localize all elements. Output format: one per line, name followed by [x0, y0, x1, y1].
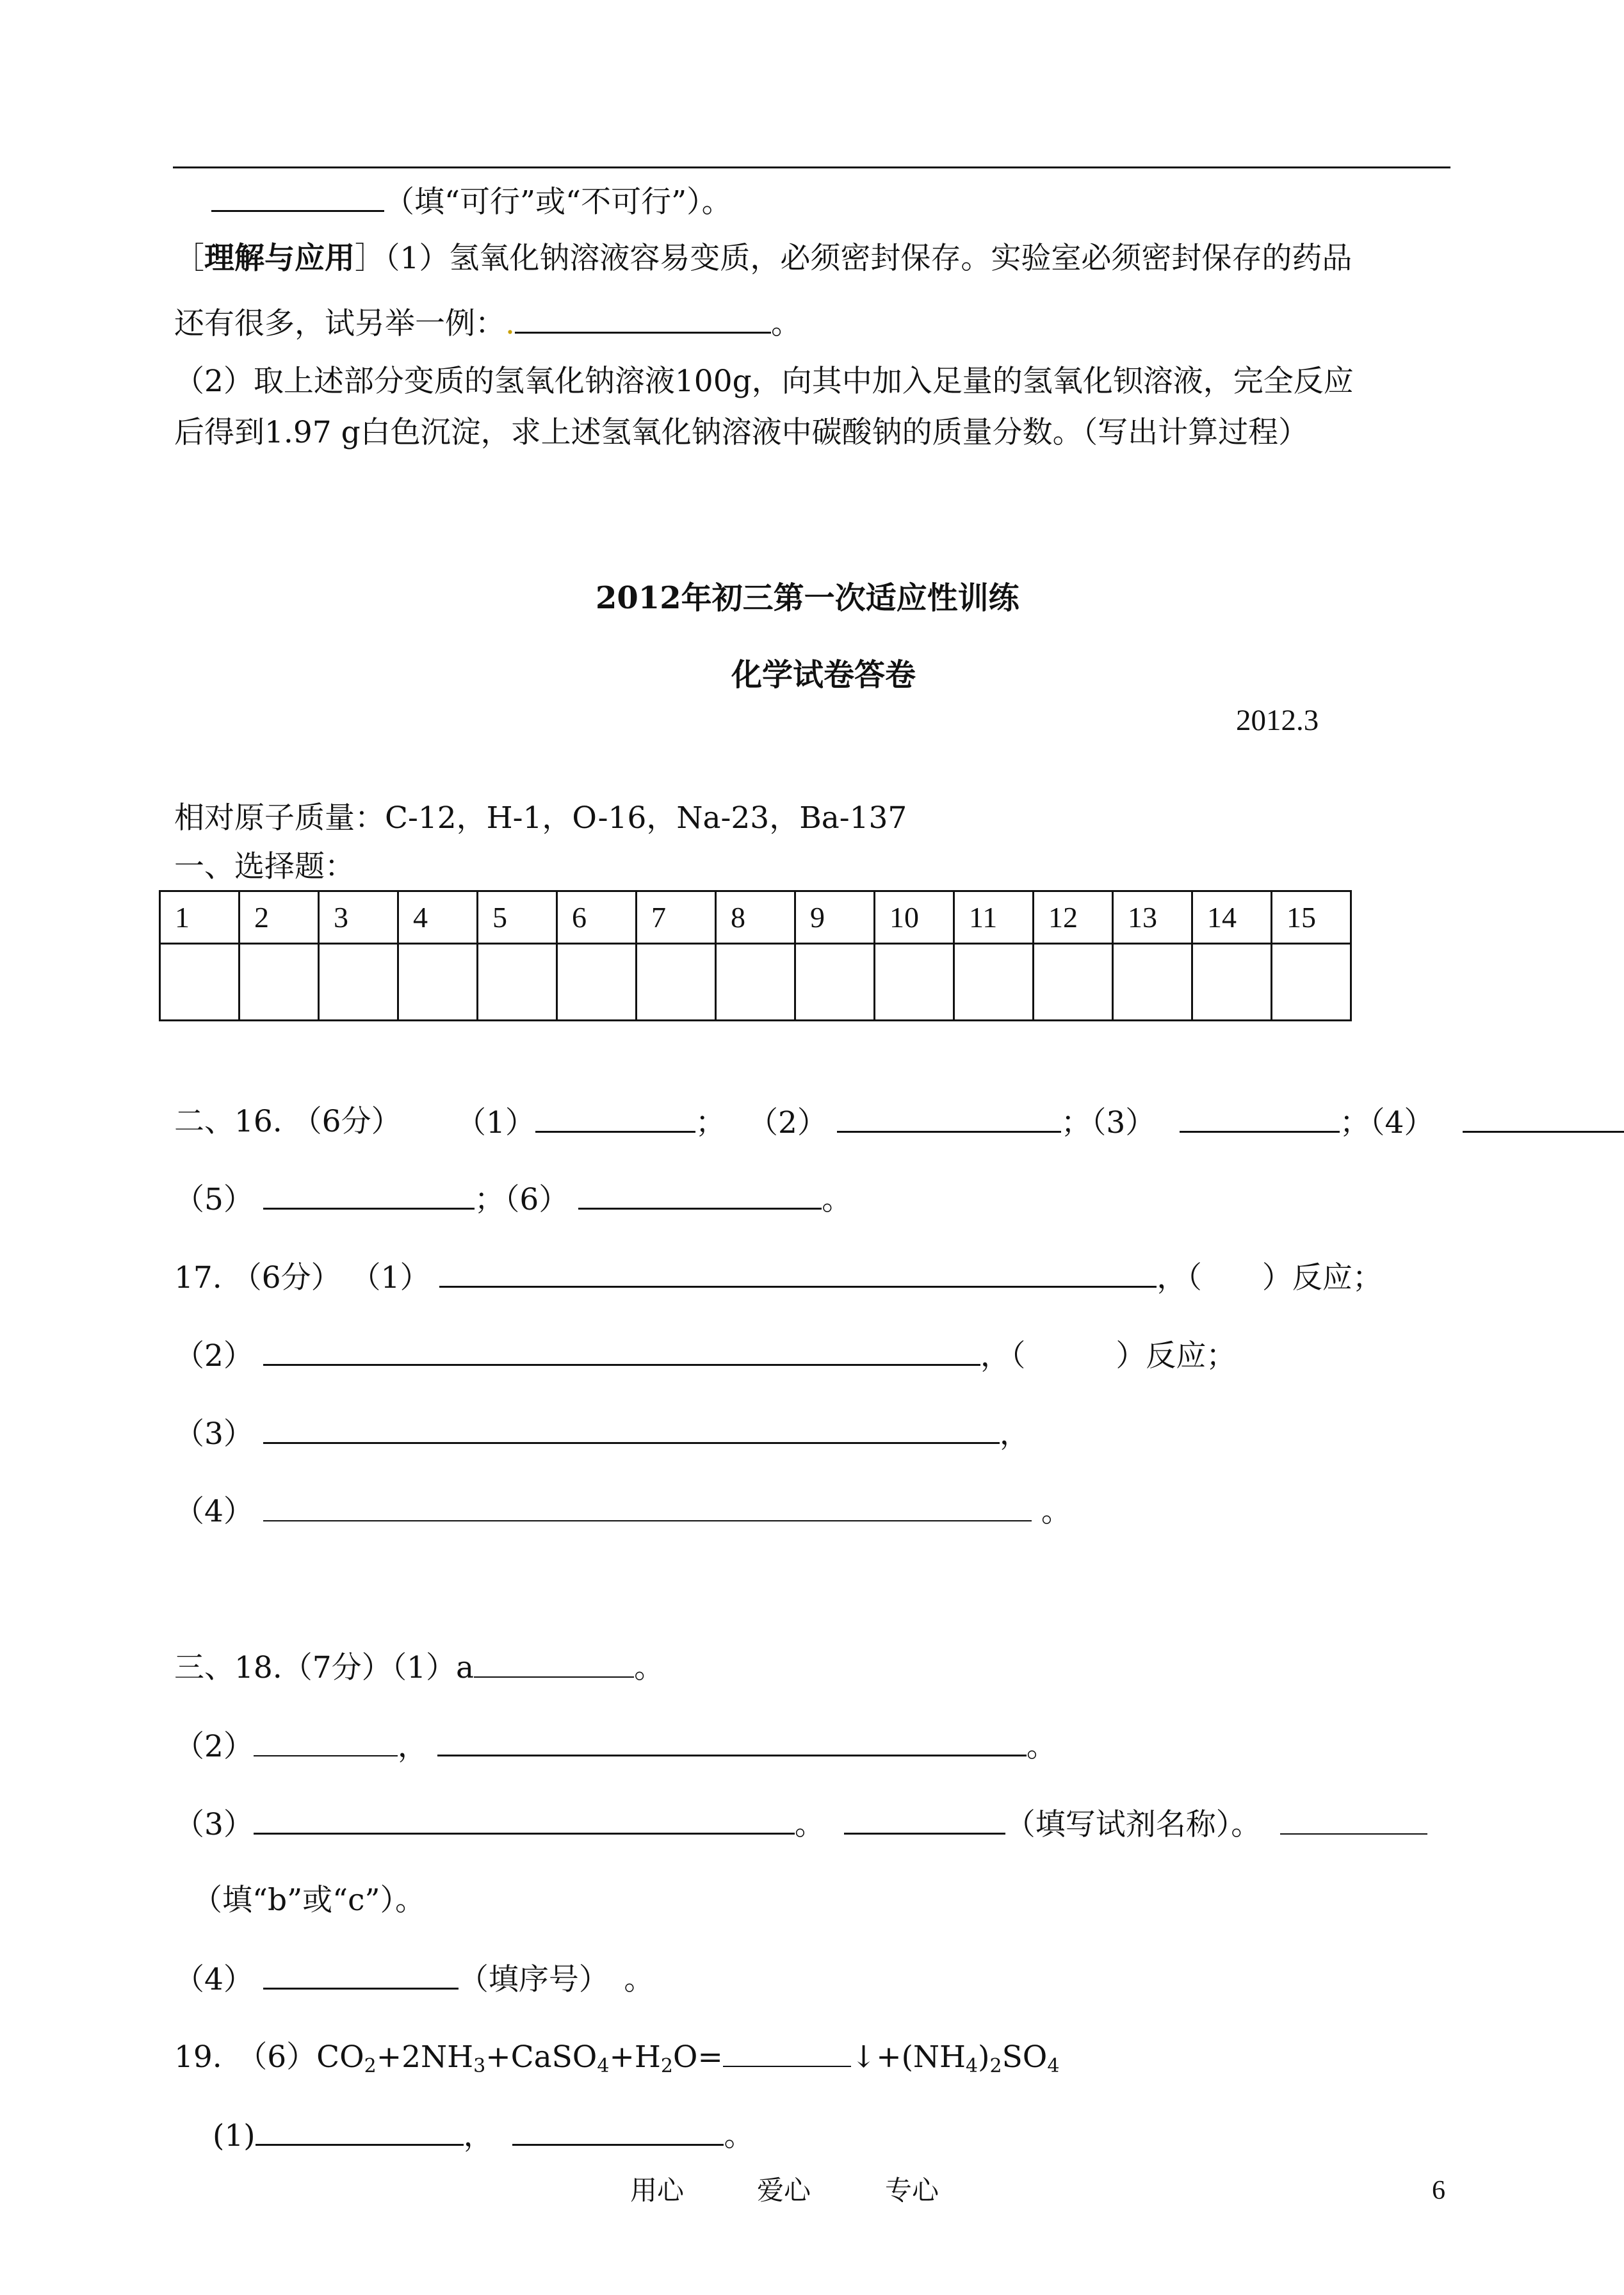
answer-blank[interactable] [723, 2041, 851, 2067]
choice-number: 1 [160, 891, 240, 944]
eq-sub: 3 [473, 2055, 486, 2077]
page-number: 6 [1432, 2176, 1445, 2205]
footer-motto-3: 专心 [885, 2175, 939, 2206]
q-understand-1b: 还有很多，试另举一例：. 。 [174, 306, 801, 341]
punct: 。 [724, 2118, 754, 2153]
answer-blank[interactable] [437, 1730, 1027, 1756]
part-label: （1） [350, 1260, 430, 1295]
q16-line1 [456, 1107, 726, 1138]
choice-number: 15 [1272, 891, 1351, 944]
footer-motto-2: 爱心 [757, 2175, 811, 2206]
eq-part: O= [672, 2040, 723, 2075]
choice-answer-cell[interactable] [954, 944, 1034, 1021]
eq-part: +CaSO [485, 2040, 597, 2075]
choice-number: 4 [398, 891, 478, 944]
eq-sub: 4 [1047, 2055, 1060, 2077]
answer-blank[interactable] [263, 1418, 1000, 1444]
choice-number: 5 [478, 891, 557, 944]
eq-part: CO [316, 2040, 364, 2075]
part-label: （3） [174, 1416, 254, 1452]
choice-number: 2 [240, 891, 319, 944]
choice-number: 13 [1113, 891, 1192, 944]
punct: ； [695, 1105, 726, 1140]
footer-motto-1: 用心 [630, 2175, 685, 2206]
atomic-mass-line: 相对原子质量：C-12，H-1，O-16，Na-23，Ba-137 [174, 800, 907, 836]
chemical-equation [316, 2040, 1059, 2075]
punct: ， [463, 2118, 494, 2153]
q18-line2 [174, 1730, 1057, 1762]
punct: 。 [1026, 1729, 1057, 1764]
header-rule [173, 166, 1450, 168]
q-understand-2a: （2）取上述部分变质的氢氧化钠溶液100g，向其中加入足量的氢氧化钡溶液，完全反应 [174, 364, 1354, 399]
choice-number: 11 [954, 891, 1034, 944]
choice-answer-table [159, 890, 1352, 1021]
choice-answer-cell[interactable] [557, 944, 637, 1021]
eq-part: +H [609, 2040, 661, 2075]
reaction-type-slot: ，（ ）反应； [980, 1338, 1237, 1374]
part-label: （4） [174, 1962, 254, 1997]
q18-line3 [174, 1808, 1427, 1840]
choice-answer-cell[interactable] [398, 944, 478, 1021]
choice-answer-cell[interactable] [637, 944, 716, 1021]
hint-text: （填写试剂名称）。 [1005, 1807, 1262, 1842]
choice-number: 6 [557, 891, 637, 944]
punct: ；（3） [1060, 1105, 1156, 1140]
answer-blank[interactable] [263, 1496, 1032, 1521]
choice-answer-cell[interactable] [160, 944, 240, 1021]
punct: 。 [822, 1182, 852, 1217]
answer-blank[interactable] [263, 1963, 459, 1990]
understand-label: 理解与应用 [204, 241, 355, 276]
punct: 。 [794, 1807, 825, 1842]
punct: ；（4） [1340, 1105, 1434, 1140]
answer-blank[interactable] [254, 1731, 398, 1756]
answer-blank[interactable] [439, 1261, 1157, 1288]
choice-answer-cell[interactable] [716, 944, 795, 1021]
choice-answer-cell[interactable] [319, 944, 398, 1021]
q17-line1 [174, 1261, 1383, 1293]
answer-blank[interactable] [256, 2120, 464, 2146]
part-label: （2） [174, 1729, 254, 1764]
punct: 。 [634, 1650, 665, 1685]
eq-part: ↓+(NH [850, 2040, 966, 2075]
answer-blank[interactable] [263, 1340, 980, 1366]
eq-part: ) [978, 2040, 990, 2075]
q16-line1c [1180, 1107, 1434, 1138]
eq-sub: 2 [989, 2055, 1002, 2077]
part-label: （1） [456, 1105, 535, 1140]
choice-number: 7 [637, 891, 716, 944]
answer-blank[interactable] [837, 1107, 1061, 1133]
part-label: （4） [174, 1494, 254, 1529]
part-label: （2） [174, 1338, 254, 1374]
answer-blank[interactable] [1463, 1107, 1624, 1133]
answer-blank[interactable] [515, 307, 771, 334]
answer-blank[interactable] [263, 1183, 475, 1210]
hint-text: （填序号） 。 [458, 1962, 654, 1997]
hint-text: （填“可行”或“不可行”）。 [384, 184, 732, 220]
answer-blank[interactable] [578, 1183, 822, 1210]
question-label: 17. （6分） [174, 1260, 341, 1295]
choice-number: 3 [319, 891, 398, 944]
question-label: 三、18.（7分）（1）a [174, 1650, 475, 1685]
q17-line4 [174, 1496, 1071, 1527]
q16-label: 二、16. （6分） [174, 1104, 402, 1139]
punct: 。 [770, 306, 801, 341]
part-label: （5） [174, 1182, 254, 1217]
q-understand-1a: ［理解与应用］（1）氢氧化钠溶液容易变质，必须密封保存。实验室必须密封保存的药品 [174, 241, 1352, 276]
punct: 。 [1041, 1494, 1071, 1529]
q19-line2 [213, 2120, 754, 2151]
exam-date: 2012.3 [1236, 704, 1319, 737]
page-subtitle: 化学试卷答卷 [731, 657, 916, 693]
choice-number: 9 [795, 891, 875, 944]
answer-blank[interactable] [254, 1808, 795, 1835]
section-choice-heading: 一、选择题： [174, 849, 355, 884]
answer-blank[interactable] [535, 1107, 695, 1133]
q1-text-b: 还有很多，试另举一例： [174, 306, 505, 341]
answer-blank[interactable] [211, 186, 384, 212]
choice-answer-cell[interactable] [795, 944, 875, 1021]
q18-line1 [174, 1652, 664, 1683]
choice-number: 10 [875, 891, 954, 944]
punct: ， [999, 1416, 1030, 1452]
part-label: (1) [213, 2118, 256, 2153]
reaction-type-slot: ，（ ）反应； [1157, 1260, 1383, 1295]
q16-line1b [748, 1107, 1155, 1138]
choice-number-row [160, 891, 1351, 944]
choice-answer-cell[interactable] [875, 944, 954, 1021]
answer-blank[interactable] [844, 1808, 1005, 1835]
choice-answer-cell[interactable] [1113, 944, 1192, 1021]
part-label: （2） [748, 1105, 827, 1140]
punct: ， [397, 1729, 428, 1764]
choice-number: 12 [1034, 891, 1113, 944]
punct: ；（6） [474, 1182, 569, 1217]
choice-number: 14 [1192, 891, 1272, 944]
choice-answer-cell[interactable] [1272, 944, 1351, 1021]
choice-answer-cell[interactable] [478, 944, 557, 1021]
part-label: （3） [174, 1807, 254, 1842]
q-understand-2b: 后得到1.97 g白色沉淀，求上述氢氧化钠溶液中碳酸钠的质量分数。（写出计算过程） [174, 415, 1309, 450]
choice-answer-cell[interactable] [1034, 944, 1113, 1021]
q16-line2 [174, 1183, 852, 1215]
q17-line3 [174, 1416, 1030, 1452]
choice-number: 8 [716, 891, 795, 944]
fill-line-feasibility [211, 184, 732, 220]
q18-line3b: （填“b”或“c”）。 [192, 1883, 426, 1918]
answer-blank[interactable] [512, 2120, 724, 2146]
answer-blank[interactable] [1180, 1107, 1340, 1133]
eq-part: +2NH [376, 2040, 474, 2075]
eq-sub: 4 [597, 2055, 610, 2077]
q17-line2 [174, 1338, 1237, 1374]
answer-blank[interactable] [474, 1652, 634, 1678]
answer-blank[interactable] [1280, 1809, 1427, 1835]
choice-answer-row [160, 944, 1351, 1021]
q19-line1 [174, 2041, 1059, 2076]
page-title: 2012年初三第一次适应性训练 [596, 580, 1019, 616]
eq-sub: 2 [660, 2055, 673, 2077]
q1-text: （1）氢氧化钠溶液容易变质，必须密封保存。实验室必须密封保存的药品 [385, 241, 1352, 276]
eq-sub: 2 [364, 2055, 377, 2077]
q18-line4 [174, 1963, 654, 1995]
eq-part: SO [1002, 2040, 1048, 2075]
choice-answer-cell[interactable] [1192, 944, 1272, 1021]
eq-sub: 4 [966, 2055, 978, 2077]
choice-answer-cell[interactable] [240, 944, 319, 1021]
question-label: 19. （6） [174, 2040, 317, 2075]
